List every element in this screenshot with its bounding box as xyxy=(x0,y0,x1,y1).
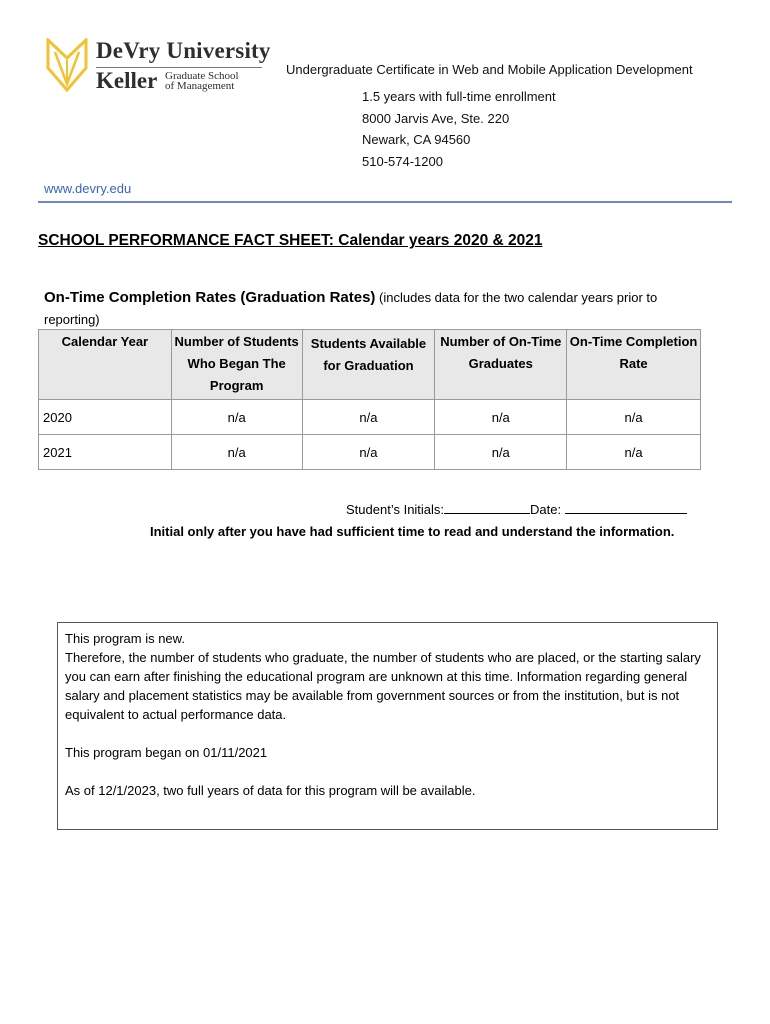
cell-rate: n/a xyxy=(567,400,701,435)
cell-began: n/a xyxy=(171,400,302,435)
table-header-row xyxy=(39,330,701,400)
date-label: Date: xyxy=(530,502,562,517)
initials-field[interactable] xyxy=(444,501,530,514)
initial-instruction: Initial only after you have had sufficient time to read and understand the information. xyxy=(150,524,675,539)
header-calendar-year: Calendar Year xyxy=(39,330,172,400)
notice-data-availability: As of 12/1/2023, two full years of data for this program will be available. xyxy=(65,783,476,798)
logo-brand-keller: Keller xyxy=(96,68,158,93)
cell-graduates: n/a xyxy=(435,435,567,470)
section-heading-note: (includes data for the two calendar years prior to reporting) xyxy=(44,290,658,327)
cell-year: 2020 xyxy=(39,400,172,435)
completion-rates-table xyxy=(38,329,701,470)
address-line-2: Newark, CA 94560 xyxy=(362,132,471,147)
header-on-time-graduates: Number of On-Time Graduates xyxy=(435,330,567,400)
header-completion-rate: On-Time Completion Rate xyxy=(567,330,701,400)
notice-paragraph: Therefore, the number of students who graduate, the number of students who are placed, or the starting salary you can earn after finishing the educational program are unknown at this time. Information regarding general salary and placement statistics may be available from government sources or from the institution, but is not equivalent to actual performance data. xyxy=(65,650,701,722)
logo-subtitle xyxy=(165,71,239,91)
cell-available: n/a xyxy=(302,435,435,470)
cell-rate: n/a xyxy=(567,435,701,470)
notice-began-date: This program began on 01/11/2021 xyxy=(65,745,268,760)
table-row xyxy=(39,435,701,470)
section-heading-bold: On-Time Completion Rates (Graduation Rates) xyxy=(44,289,376,306)
address-line-1: 8000 Jarvis Ave, Ste. 220 xyxy=(362,111,510,126)
logo-subtitle-line2: of Management xyxy=(165,80,235,92)
header-divider xyxy=(38,201,732,203)
section-heading xyxy=(44,287,704,331)
initials-date-line xyxy=(346,501,687,517)
cell-year: 2021 xyxy=(39,435,172,470)
logo-brand-devry: DeVry University xyxy=(96,38,271,63)
table-row xyxy=(39,400,701,435)
cell-began: n/a xyxy=(171,435,302,470)
devry-keller-logo xyxy=(46,38,271,94)
notice-line-new: This program is new. xyxy=(65,631,185,646)
devry-shield-icon xyxy=(46,38,88,92)
initials-label: Student’s Initials: xyxy=(346,502,445,517)
logo-subtitle-line1: Graduate School xyxy=(165,70,239,82)
header-students-began: Number of Students Who Began The Program xyxy=(171,330,302,400)
program-duration: 1.5 years with full-time enrollment xyxy=(362,89,556,104)
date-field[interactable] xyxy=(565,501,687,514)
header-students-available: Students Available for Graduation xyxy=(302,330,435,400)
page-title: SCHOOL PERFORMANCE FACT SHEET: Calendar years 2020 & 2021 xyxy=(38,232,543,249)
cell-graduates: n/a xyxy=(435,400,567,435)
website-link[interactable]: www.devry.edu xyxy=(44,181,132,196)
new-program-notice xyxy=(57,622,718,830)
program-name: Undergraduate Certificate in Web and Mobile Application Development xyxy=(286,62,693,77)
cell-available: n/a xyxy=(302,400,435,435)
phone-number: 510-574-1200 xyxy=(362,154,443,169)
